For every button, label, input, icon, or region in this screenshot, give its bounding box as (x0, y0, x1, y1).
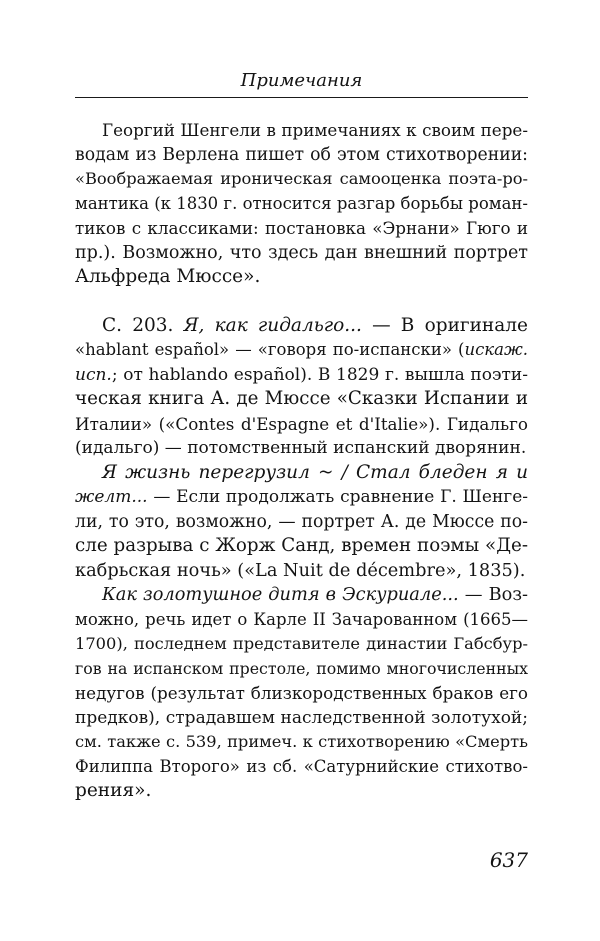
text-line: (идальго) — потомственный испанский дворянин. (75, 438, 527, 458)
quoted-verse: Я, как гидальго... (183, 314, 362, 336)
italic-abbrev: исп. (75, 364, 112, 385)
text-run: ; от hablando español). В 1829 г. вышла поэти- (111, 364, 528, 385)
notes-body (75, 118, 528, 804)
text-line: пр.). Возможно, что здесь дан внешний портрет (75, 242, 528, 263)
text-line: ческая книга А. де Мюссе «Сказки Испании и (75, 388, 528, 409)
text-line: можно, речь идет о Карле II Зачарованном (1665— (75, 609, 528, 629)
text-line (75, 314, 528, 339)
text-line (75, 338, 528, 363)
paragraph-note-203 (75, 314, 528, 461)
text-line (75, 461, 528, 486)
running-header: Примечания (240, 70, 363, 91)
text-line: Георгий Шенгели в примечаниях к своим пере- (102, 120, 528, 140)
text-line: Филиппа Второго» из сб. «Сатурнийские стихотво- (75, 756, 528, 776)
text-line: см. также с. 539, примеч. к стихотворению «Смерть (75, 732, 528, 751)
text-line: мантика (к 1830 г. относится разгар борьбы роман- (75, 193, 528, 213)
text-line: тиков с классиками: постановка «Эрнани» Гюго и (75, 218, 528, 238)
text-line: предков), страдавшем наследственной золотухой; (75, 707, 528, 728)
italic-abbrev: искаж. (464, 340, 528, 359)
text-run: С. 203. (102, 314, 184, 336)
text-line: кабрьская ночь» («La Nuit de décembre», 1835). (75, 560, 526, 581)
text-line: гов на испанском престоле, помимо многочисленных (75, 658, 528, 678)
text-line (75, 583, 528, 608)
text-line (75, 485, 528, 510)
paragraph-note-escorial (75, 583, 528, 804)
quoted-verse: желт... (75, 487, 148, 507)
text-run: — В оригинале (361, 314, 528, 336)
text-line: водам из Верлена пишет об этом стихотворении: (75, 144, 528, 165)
quoted-verse: Я жизнь перегрузил ~ / Стал бледен я и (102, 461, 528, 483)
text-line: Альфреда Мюссе». (75, 266, 261, 287)
text-line: Италии» («Contes d'Espagne et d'Italie»). Гидальго (75, 413, 528, 434)
quoted-verse: Как золотушное дитя в Эскуриале... (102, 585, 459, 605)
text-run: — Воз- (458, 585, 529, 605)
header-rule (75, 97, 528, 98)
text-run: «hablant español» — «говоря по-испански» ( (75, 340, 465, 359)
paragraph-note-life (75, 461, 528, 584)
paragraph-shengeli (75, 118, 528, 290)
text-run: — Если продолжать сравнение Г. Шенге- (147, 487, 528, 507)
text-line: «Воображаемая ироническая самооценка поэта-ро- (75, 169, 528, 188)
text-line: ли, то это, возможно, — портрет А. де Мюссе по- (75, 511, 528, 532)
text-line: рения». (75, 780, 152, 801)
text-line: недугов (результат близкородственных браков его (75, 683, 528, 703)
page-number: 637 (489, 848, 528, 872)
text-line: 1700), последнем представителе династии Габсбур- (75, 634, 528, 653)
text-line: сле разрыва с Жорж Санд, времен поэмы «Де- (75, 535, 528, 556)
text-line (75, 363, 528, 388)
